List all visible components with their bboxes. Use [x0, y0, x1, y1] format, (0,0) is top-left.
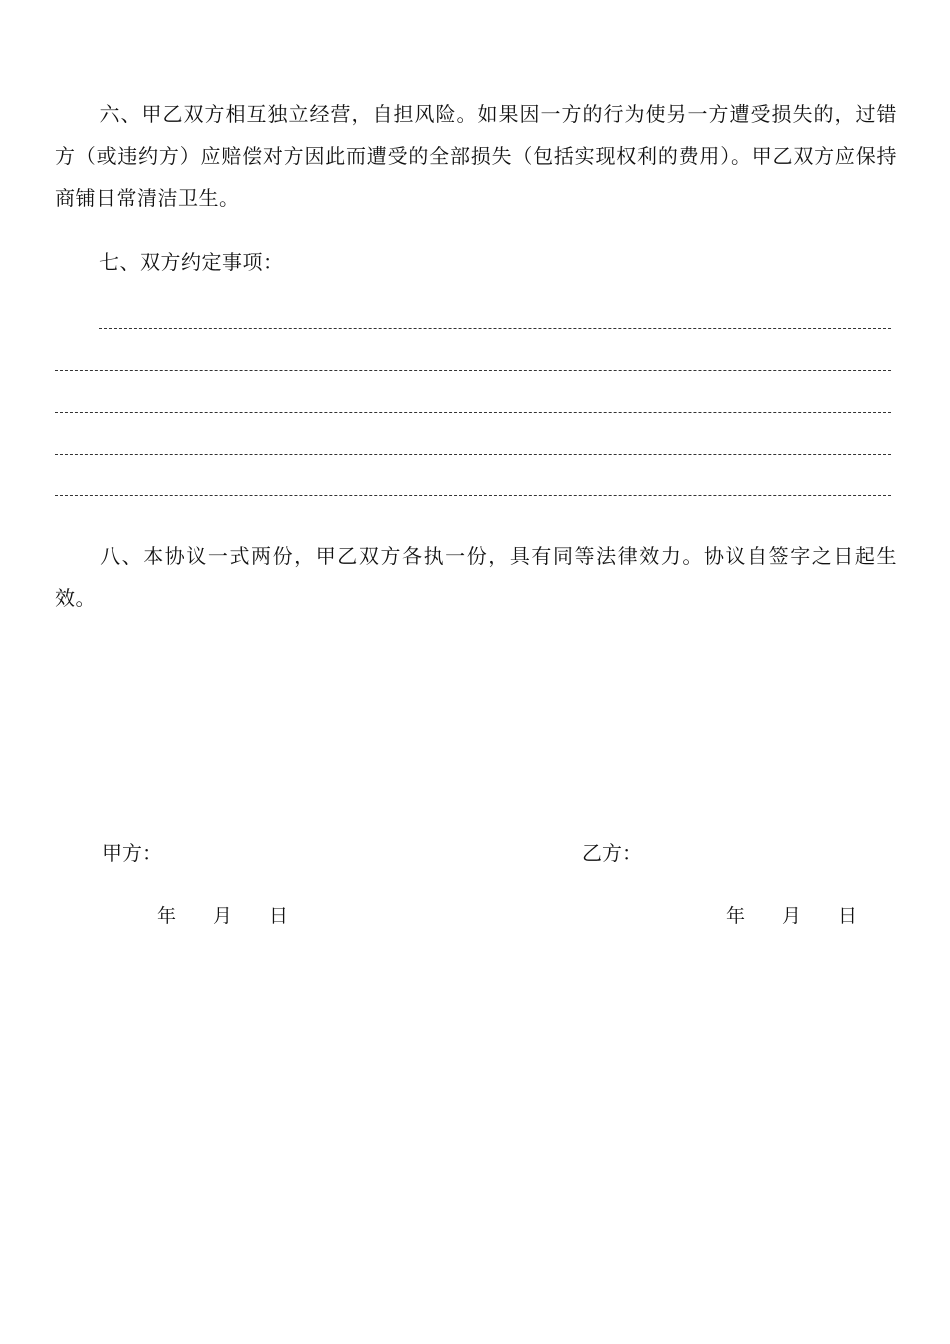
- party-a-date-month: 月: [213, 905, 233, 927]
- blank-line-5: [55, 495, 891, 496]
- party-b-date-month: 月: [782, 905, 802, 927]
- clause-six-text: 六、甲乙双方相互独立经营，自担风险。如果因一方的行为使另一方遭受损失的，过错方（或违约方）应赔偿对方因此而遭受的全部损失（包括实现权利的费用）。甲乙双方应保持商铺日常清洁卫生。: [55, 102, 897, 210]
- clause-eight-text: 八、本协议一式两份，甲乙双方各执一份，具有同等法律效力。协议自签字之日起生效。: [55, 544, 897, 610]
- clause-eight: [55, 535, 897, 619]
- party-a-date-day: 日: [269, 905, 289, 927]
- blank-line-3: [55, 412, 891, 413]
- party-a-label: 甲方：: [102, 841, 162, 865]
- party-b-date-day: 日: [838, 905, 858, 927]
- blank-line-4: [55, 454, 891, 455]
- blank-line-1: [99, 328, 891, 329]
- blank-line-2: [55, 370, 891, 371]
- party-b-date-year: 年: [726, 905, 746, 927]
- party-b-label: 乙方：: [582, 841, 642, 865]
- clause-seven-heading: [55, 241, 897, 283]
- party-a-date-year: 年: [157, 905, 177, 927]
- clause-seven-heading-text: 七、双方约定事项：: [99, 250, 284, 274]
- clause-six: [55, 93, 897, 219]
